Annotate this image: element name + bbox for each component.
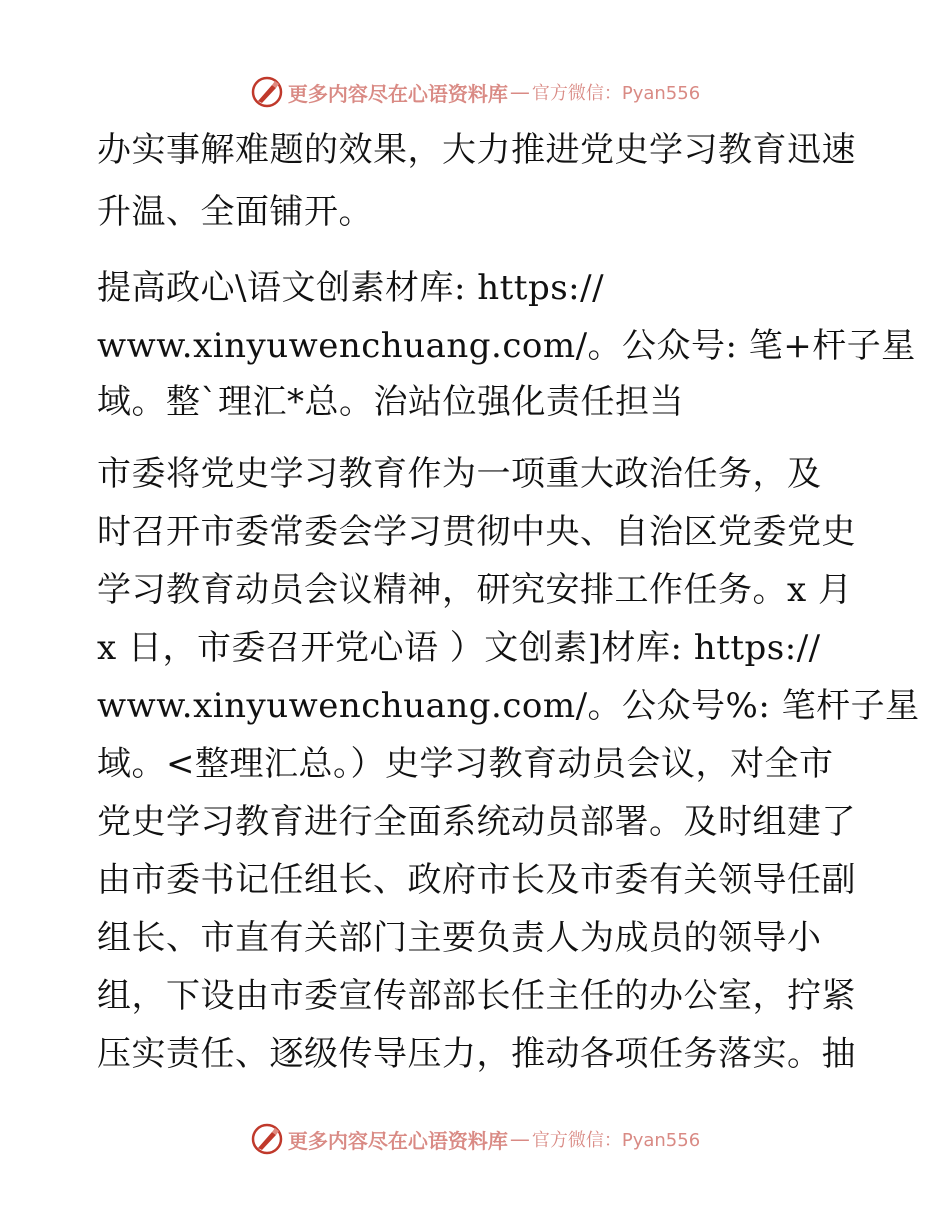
footer-site-text: 更多内容尽在心语资料库 (287, 1128, 508, 1153)
pen-logo-icon (250, 1122, 284, 1156)
body-line-15: 组，下设由市委宣传部部长任主任的办公室，拧紧 (97, 976, 856, 1016)
body-line-5: 域。整`理汇*总。治站位强化责任担当 (97, 382, 684, 422)
body-line-8: 学习教育动员会议精神，研究安排工作任务。x 月 (97, 570, 853, 610)
footer-dash: — (509, 1127, 530, 1151)
footer-banner (0, 1117, 950, 1161)
body-line-4: www.xinyuwenchuang.com/。公众号: 笔+杆子星 (97, 326, 916, 366)
body-line-14: 组长、市直有关部门主要负责人为成员的领导小 (97, 918, 822, 958)
footer-wechat-text: 官方微信：Pyan556 (531, 1130, 701, 1151)
body-line-3: 提高政心\语文创素材库: https:// (97, 268, 605, 308)
body-line-13: 由市委书记任组长、政府市长及市委有关领导任副 (97, 860, 856, 900)
body-line-10: www.xinyuwenchuang.com/。公众号%: 笔杆子星 (97, 686, 920, 726)
header-wechat-text: 官方微信：Pyan556 (531, 83, 701, 104)
body-line-16: 压实责任、逐级传导压力，推动各项任务落实。抽 (97, 1034, 856, 1074)
header-dash: — (509, 80, 530, 104)
pen-logo-icon (250, 75, 284, 109)
body-line-12: 党史学习教育进行全面系统动员部署。及时组建了 (97, 802, 856, 842)
body-line-9: x 日，市委召开党心语 ）文创素]材库: https:// (97, 628, 821, 668)
header-site-text: 更多内容尽在心语资料库 (287, 81, 508, 106)
document-body (97, 120, 920, 1074)
body-line-2: 升温、全面铺开。 (97, 192, 373, 232)
header-banner (0, 70, 950, 114)
body-line-1: 办实事解难题的效果，大力推进党史学习教育迅速 (97, 130, 856, 170)
body-line-7: 时召开市委常委会学习贯彻中央、自治区党委党史 (97, 512, 856, 552)
body-line-11: 域。<整理汇总。）史学习教育动员会议，对全市 (97, 744, 834, 784)
body-line-6: 市委将党史学习教育作为一项重大政治任务，及 (97, 454, 822, 494)
